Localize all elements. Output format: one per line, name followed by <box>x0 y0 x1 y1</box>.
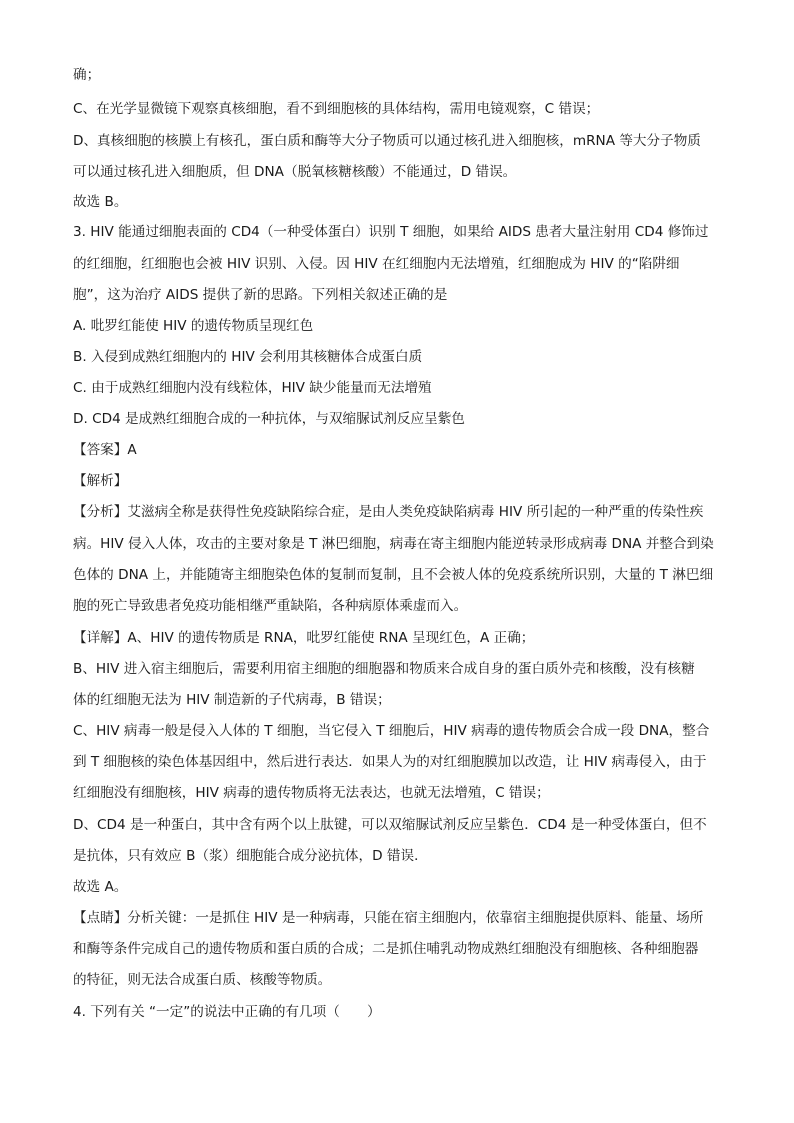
question-stem: 的红细胞，红细胞也会被 HIV 识别、入侵。因 HIV 在红细胞内无法增殖，红细胞成为 HIV 的“陷阱细 <box>73 256 680 272</box>
question-stem: 3. HIV 能通过细胞表面的 CD4（一种受体蛋白）识别 T 细胞，如果给 AIDS 患者大量注射用 CD4 修饰过 <box>73 224 709 240</box>
text-line: C、HIV 病毒一般是侵入人体的 T 细胞，当它侵入 T 细胞后，HIV 病毒的遗传物质会合成一段 DNA，整合 <box>73 723 710 739</box>
text-line: D、CD4 是一种蛋白，其中含有两个以上肽键，可以双缩脲试剂反应呈紫色．CD4 是一种受体蛋白，但不 <box>73 817 707 833</box>
text-line: C、在光学显微镜下观察真核细胞，看不到细胞核的具体结构，需用电镜观察，C 错误； <box>73 101 600 117</box>
option-a: A. 吡罗红能使 HIV 的遗传物质呈现红色 <box>73 318 314 334</box>
text-line: 胞的死亡导致患者免疫功能相继严重缺陷，各种病原体乘虚而入。 <box>73 598 468 614</box>
text-line: 是抗体，只有效应 B（浆）细胞能合成分泌抗体，D 错误． <box>73 848 428 864</box>
text-line: 【分析】艾滋病全称是获得性免疫缺陷综合症，是由人类免疫缺陷病毒 HIV 所引起的一种严重的传染性疾 <box>73 504 704 520</box>
text-line: 的特征，则无法合成蛋白质、核酸等物质。 <box>73 972 332 988</box>
text-line: 体的红细胞无法为 HIV 制造新的子代病毒，B 错误； <box>73 692 391 708</box>
text-line: 红细胞没有细胞核，HIV 病毒的遗传物质将无法表达，也就无法增殖，C 错误； <box>73 785 550 801</box>
option-d: D. CD4 是成熟红细胞合成的一种抗体，与双缩脲试剂反应呈紫色 <box>73 411 465 427</box>
analysis-label: 【解析】 <box>73 473 128 489</box>
text-line: 到 T 细胞核的染色体基因组中，然后进行表达．如果人为的对红细胞膜加以改造，让 HIV 病毒侵入，由于 <box>73 754 707 770</box>
text-line: 和酶等条件完成自己的遗传物质和蛋白质的合成；二是抓住哺乳动物成熟红细胞没有细胞核、各种细胞器 <box>73 941 699 957</box>
question-stem: 胞”，这为治疗 AIDS 提供了新的思路。下列相关叙述正确的是 <box>73 287 448 303</box>
option-b: B. 入侵到成熟红细胞内的 HIV 会利用其核糖体合成蛋白质 <box>73 349 423 365</box>
text-line: 【详解】A、HIV 的遗传物质是 RNA，吡罗红能使 RNA 呈现红色，A 正确； <box>73 630 535 646</box>
question-stem: 4. 下列有关 “一定”的说法中正确的有几项（ ） <box>73 1004 381 1020</box>
option-c: C. 由于成熟红细胞内没有线粒体，HIV 缺少能量而无法增殖 <box>73 380 432 396</box>
text-line: 病。HIV 侵入人体，攻击的主要对象是 T 淋巴细胞，病毒在寄主细胞内能逆转录形成病毒 DNA 并整合到染 <box>73 536 714 552</box>
text-line: 确； <box>73 67 101 83</box>
text-line: 故选 B。 <box>73 194 128 210</box>
text-line: 故选 A。 <box>73 879 128 895</box>
text-line: 色体的 DNA 上，并能随寄主细胞染色体的复制而复制，且不会被人体的免疫系统所识别，大量的 T 淋巴细 <box>73 567 714 583</box>
text-line: D、真核细胞的核膜上有核孔，蛋白质和酶等大分子物质可以通过核孔进入细胞核，mRNA 等大分子物质 <box>73 133 701 149</box>
answer: 【答案】A <box>73 442 137 458</box>
text-line: B、HIV 进入宿主细胞后，需要利用宿主细胞的细胞器和物质来合成自身的蛋白质外壳和核酸，没有核糖 <box>73 661 695 677</box>
text-line: 【点睛】分析关键：一是抓住 HIV 是一种病毒，只能在宿主细胞内，依靠宿主细胞提供原料、能量、场所 <box>73 910 704 926</box>
text-line: 可以通过核孔进入细胞质，但 DNA（脱氧核糖核酸）不能通过，D 错误。 <box>73 164 517 180</box>
